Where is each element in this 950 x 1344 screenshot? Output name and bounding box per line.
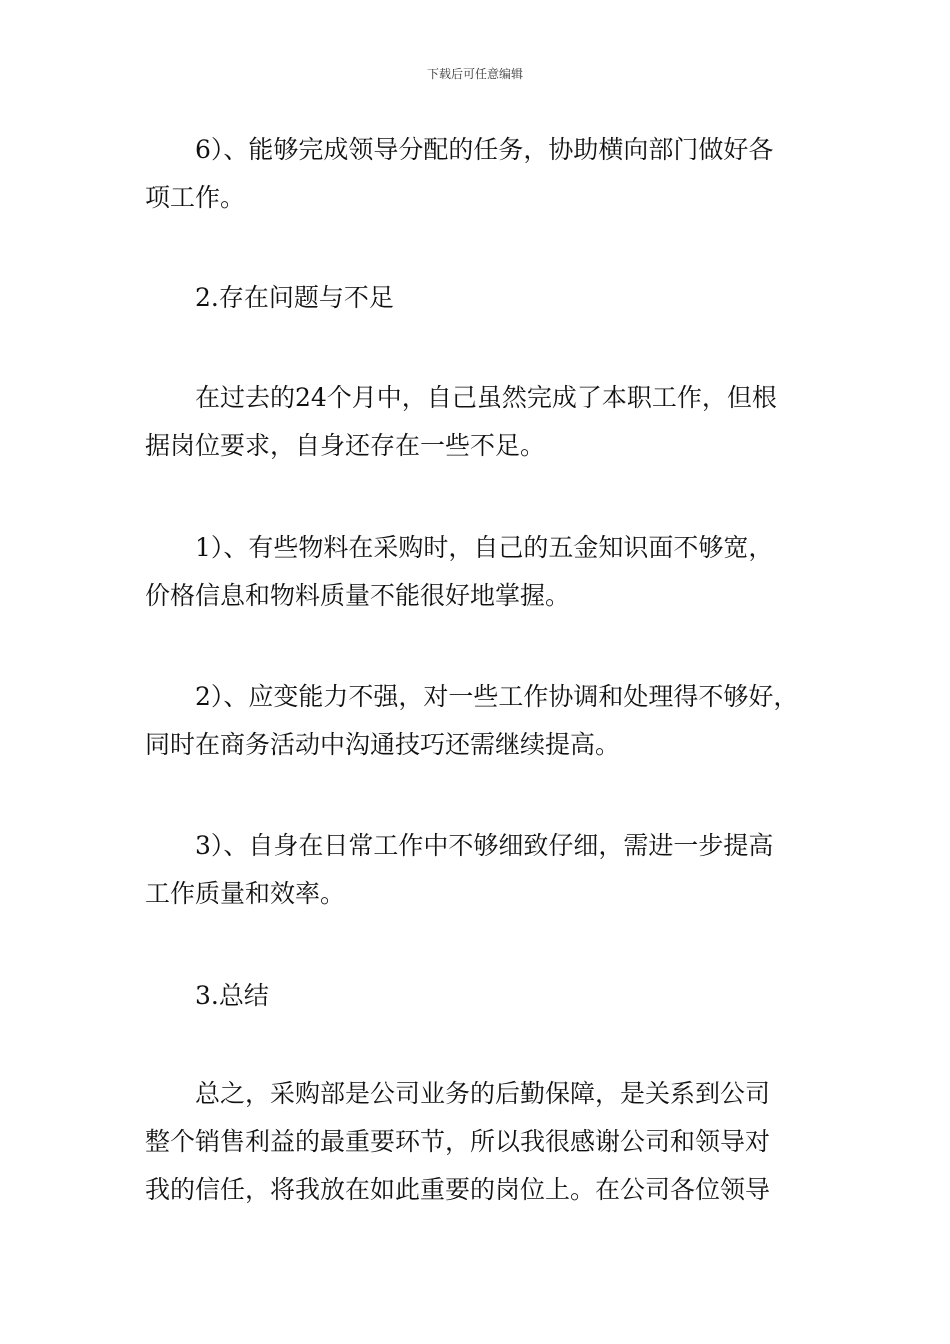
text-line: 我的信任，将我放在如此重要的岗位上。在公司各位领导 — [145, 1175, 771, 1204]
paragraph-shortcoming-2 — [145, 673, 815, 769]
text-line: 价格信息和物料质量不能很好地掌握。 — [145, 581, 571, 610]
text-line: 同时在商务活动中沟通技巧还需继续提高。 — [145, 730, 621, 759]
text-line: 2）、应变能力不强，对一些工作协调和处理得不够好， — [145, 682, 799, 711]
text-line: 6）、能够完成领导分配的任务，协助横向部门做好各 — [145, 135, 774, 164]
text-line: 3）、自身在日常工作中不够细致仔细，需进一步提高 — [145, 831, 774, 860]
text-line: 据岗位要求，自身还存在一些不足。 — [145, 431, 546, 460]
text-line: 3.总结 — [145, 981, 269, 1010]
paragraph-shortcoming-1 — [145, 524, 815, 620]
section-heading-2 — [145, 274, 815, 322]
text-line: 总之，采购部是公司业务的后勤保障，是关系到公司 — [145, 1079, 771, 1108]
paragraph-intro-shortcomings — [145, 374, 815, 470]
text-line: 工作质量和效率。 — [145, 879, 346, 908]
text-line: 2.存在问题与不足 — [145, 283, 394, 312]
text-line: 整个销售利益的最重要环节，所以我很感谢公司和领导对 — [145, 1127, 771, 1156]
paragraph-summary — [145, 1070, 815, 1214]
paragraph-shortcoming-3 — [145, 822, 815, 918]
section-heading-3 — [145, 972, 815, 1020]
text-line: 在过去的24个月中，自己虽然完成了本职工作，但根 — [145, 383, 777, 412]
text-line: 1）、有些物料在采购时，自己的五金知识面不够宽， — [145, 533, 774, 562]
page-header: 下载后可任意编辑 — [426, 67, 523, 81]
paragraph-item-6 — [145, 126, 815, 222]
text-line: 项工作。 — [145, 183, 246, 212]
